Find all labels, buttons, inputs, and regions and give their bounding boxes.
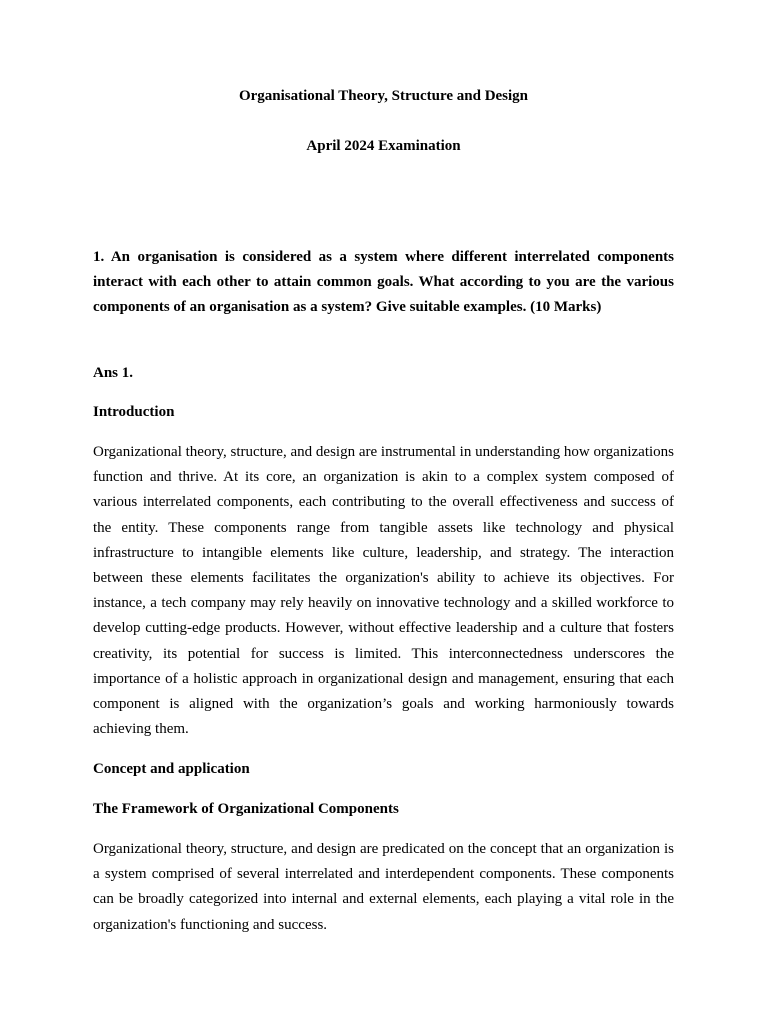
introduction-paragraph: Organizational theory, structure, and design are instrumental in understanding how organizations function and thrive. At its core, an organization is akin to a complex system composed of various interrelated components, each contributing to the overall effectiveness and success of the entity. These components range from tangible assets like technology and physical infrastructure to intangible elements like culture, leadership, and strategy. The interaction between these elements facilitates the organization's ability to achieve its objectives. For instance, a tech company may rely heavily on innovative technology and a skilled workforce to develop cutting-edge products. However, without effective leadership and a culture that fosters creativity, its potential for success is limited. This interconnectedness underscores the importance of a holistic approach in organizational design and management, ensuring that each component is aligned with the organization’s goals and working harmoniously towards achieving them.	[93, 444, 674, 738]
introduction-heading: Introduction	[93, 404, 175, 420]
framework-paragraph: Organizational theory, structure, and design are predicated on the concept that an organization is a system comprised of several interrelated and interdependent components. These components can be broadly categorized into internal and external elements, each playing a vital role in the organization's functioning and success.	[93, 841, 674, 933]
exam-date-subtitle: April 2024 Examination	[306, 138, 461, 154]
document-title: Organisational Theory, Structure and Design	[238, 88, 529, 104]
question-text: 1. An organisation is considered as a system where different interrelated components interact with each other to attain common goals. What according to you are the various components of an organisation as a system? Give suitable examples. (10 Marks)	[93, 249, 674, 316]
answer-label: Ans 1.	[93, 365, 134, 381]
concept-heading: Concept and application	[93, 761, 250, 777]
framework-heading: The Framework of Organizational Components	[93, 801, 399, 817]
